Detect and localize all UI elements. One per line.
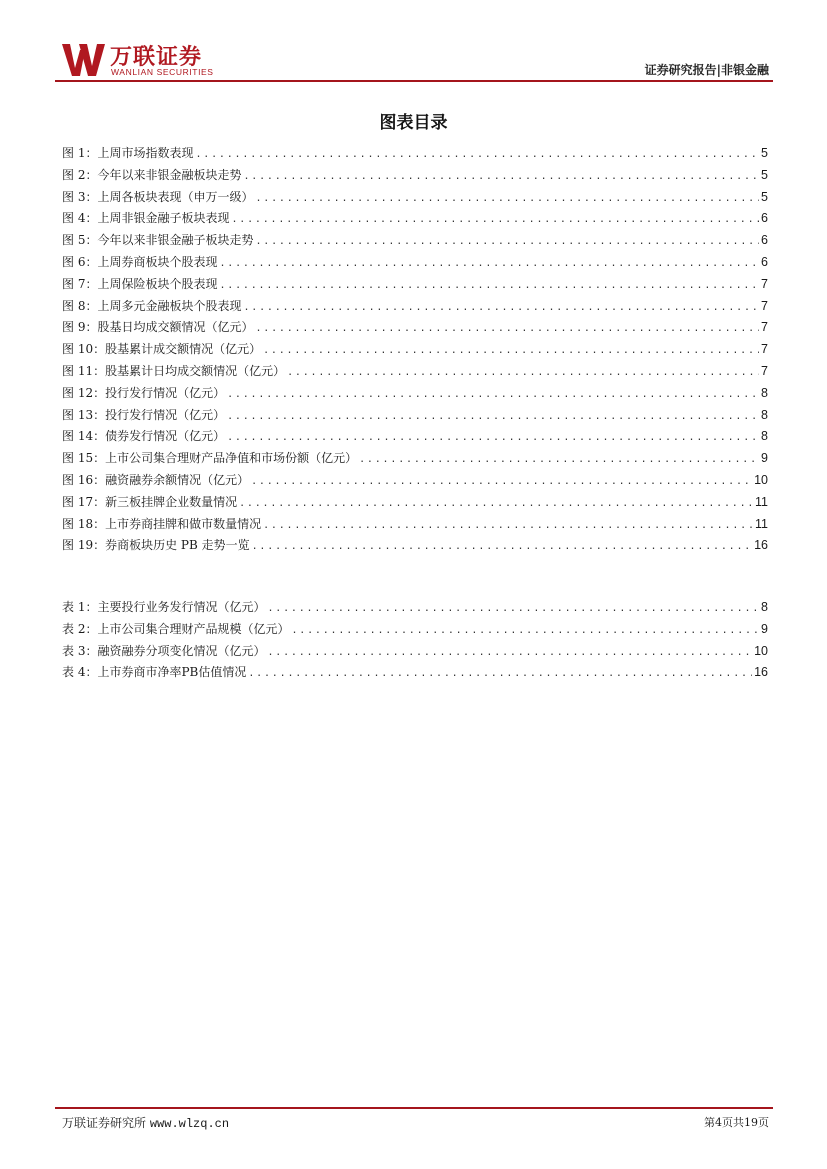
dot-leader [248, 668, 752, 679]
toc-entry[interactable] [62, 166, 768, 188]
dot-leader [252, 541, 752, 552]
toc-entry[interactable] [62, 406, 768, 428]
toc-entry[interactable] [62, 253, 768, 275]
dot-leader [239, 498, 753, 509]
toc-entry[interactable] [62, 471, 768, 493]
toc-entry[interactable] [62, 642, 768, 664]
toc-entry-label: 图 2：今年以来非银金融板块走势 [62, 167, 242, 182]
toc-entry-page: 9 [761, 621, 768, 636]
toc-entry[interactable] [62, 384, 768, 406]
toc-entry-page: 6 [761, 233, 768, 248]
toc-entry-label: 图 5：今年以来非银金融子板块走势 [62, 233, 254, 248]
toc-entry-page: 11 [755, 516, 768, 531]
logo-english-name: WANLIAN SECURITIES [111, 67, 214, 77]
toc-entry[interactable] [62, 427, 768, 449]
toc-entry-page: 5 [761, 167, 768, 182]
wanlian-logo-icon [62, 42, 106, 78]
toc-entry-label: 表 2：上市公司集合理财产品规模（亿元） [62, 621, 290, 636]
toc-entry-label: 图 10：股基累计成交额情况（亿元） [62, 342, 262, 357]
toc-entry-page: 11 [755, 494, 768, 509]
dot-leader [227, 411, 759, 422]
toc-entry-label: 图 18：上市券商挂牌和做市数量情况 [62, 516, 262, 531]
dot-leader [227, 389, 759, 400]
toc-entry-label: 图 11：股基累计日均成交额情况（亿元） [62, 363, 286, 378]
dot-leader [263, 520, 753, 531]
footer-website-link[interactable]: www.wlzq.cn [149, 1117, 230, 1131]
toc-entry[interactable] [62, 536, 768, 558]
dot-leader [195, 149, 759, 160]
company-logo [62, 42, 262, 82]
toc-entry-page: 6 [761, 254, 768, 269]
dot-leader [243, 302, 759, 313]
toc-entry-label: 图 19：券商板块历史 PB 走势一览 [62, 538, 250, 553]
toc-entry-page: 5 [761, 146, 768, 160]
toc-entry-label: 图 1：上周市场指数表现 [62, 146, 194, 160]
toc-entry[interactable] [62, 209, 768, 231]
toc-entry-page: 8 [761, 429, 768, 444]
toc-entry-label: 表 1：主要投行业务发行情况（亿元） [62, 600, 266, 614]
toc-entry-label: 图 4：上周非银金融子板块表现 [62, 211, 230, 226]
dot-leader [219, 258, 759, 269]
logo-chinese-name: 万联证券 [110, 45, 203, 70]
dot-leader [251, 476, 752, 487]
toc-entry-label: 图 6：上周券商板块个股表现 [62, 254, 218, 269]
toc-entry-label: 图 8：上周多元金融板块个股表现 [62, 298, 242, 313]
toc-entry[interactable] [62, 663, 768, 685]
toc-title: 图表目录 [379, 113, 448, 133]
footer-institute: 万联证券研究所 [62, 1116, 147, 1130]
toc-entry[interactable] [62, 515, 768, 537]
dot-leader [359, 454, 759, 465]
toc-entry[interactable] [62, 340, 768, 362]
dot-leader [291, 625, 759, 636]
toc-entry-label: 图 13：投行发行情况（亿元） [62, 407, 226, 422]
toc-entry[interactable] [62, 362, 768, 384]
toc-entry[interactable] [62, 144, 768, 166]
footer-source [62, 1114, 229, 1131]
toc-entry-label: 图 16：融资融券余额情况（亿元） [62, 472, 250, 487]
report-category: 证券研究报告|非银金融 [644, 63, 769, 77]
toc-entry-label: 图 17：新三板挂牌企业数量情况 [62, 494, 238, 509]
toc-entry[interactable] [62, 318, 768, 340]
toc-entry-page: 7 [761, 298, 768, 313]
dot-leader [263, 345, 759, 356]
page-header [0, 0, 827, 82]
toc-entry[interactable] [62, 598, 768, 620]
header-divider [55, 80, 773, 82]
toc-entry-label: 图 12：投行发行情况（亿元） [62, 385, 226, 400]
toc-entry-page: 8 [761, 385, 768, 400]
toc-entry-page: 7 [761, 276, 768, 291]
toc-entry-page: 9 [761, 451, 768, 466]
toc-entry[interactable] [62, 449, 768, 471]
toc-entry-label: 图 15：上市公司集合理财产品净值和市场份额（亿元） [62, 451, 358, 466]
dot-leader [287, 367, 759, 378]
dot-leader [267, 603, 759, 614]
toc-entry[interactable] [62, 493, 768, 515]
toc-entry-label: 表 4：上市券商市净率PB估值情况 [62, 665, 247, 680]
dot-leader [227, 432, 759, 443]
footer-divider [55, 1107, 773, 1109]
toc-entry-page: 8 [761, 600, 768, 614]
dot-leader [255, 236, 759, 247]
toc-entry-label: 图 14：债券发行情况（亿元） [62, 429, 226, 444]
toc-entry-page: 6 [761, 211, 768, 226]
toc-entry-page: 7 [761, 342, 768, 357]
toc-entry-page: 5 [761, 189, 768, 204]
toc-entry-page: 7 [761, 363, 768, 378]
table-list [62, 598, 768, 685]
toc-entry-label: 图 3：上周各板块表现（申万一级） [62, 189, 254, 204]
dot-leader [267, 647, 752, 658]
toc-entry-page: 7 [761, 320, 768, 335]
toc-entry-page: 16 [754, 665, 768, 680]
figure-list [62, 144, 768, 558]
toc-entry-label: 表 3：融资融券分项变化情况（亿元） [62, 643, 266, 658]
toc-entry[interactable] [62, 620, 768, 642]
toc-entry-page: 8 [761, 407, 768, 422]
dot-leader [243, 171, 759, 182]
toc-entry-page: 10 [754, 643, 768, 658]
dot-leader [255, 323, 759, 334]
page-number: 第4页共19页 [704, 1116, 769, 1129]
toc-entry-page: 10 [754, 472, 768, 487]
dot-leader [231, 214, 759, 225]
toc-entry[interactable] [62, 231, 768, 253]
toc-entry-page: 16 [754, 538, 768, 553]
toc-entry[interactable] [62, 275, 768, 297]
toc-entry-label: 图 9：股基日均成交额情况（亿元） [62, 320, 254, 335]
toc-entry[interactable] [62, 297, 768, 319]
toc-entry-label: 图 7：上周保险板块个股表现 [62, 276, 218, 291]
dot-leader [219, 280, 759, 291]
dot-leader [255, 193, 759, 204]
toc-entry[interactable] [62, 188, 768, 210]
